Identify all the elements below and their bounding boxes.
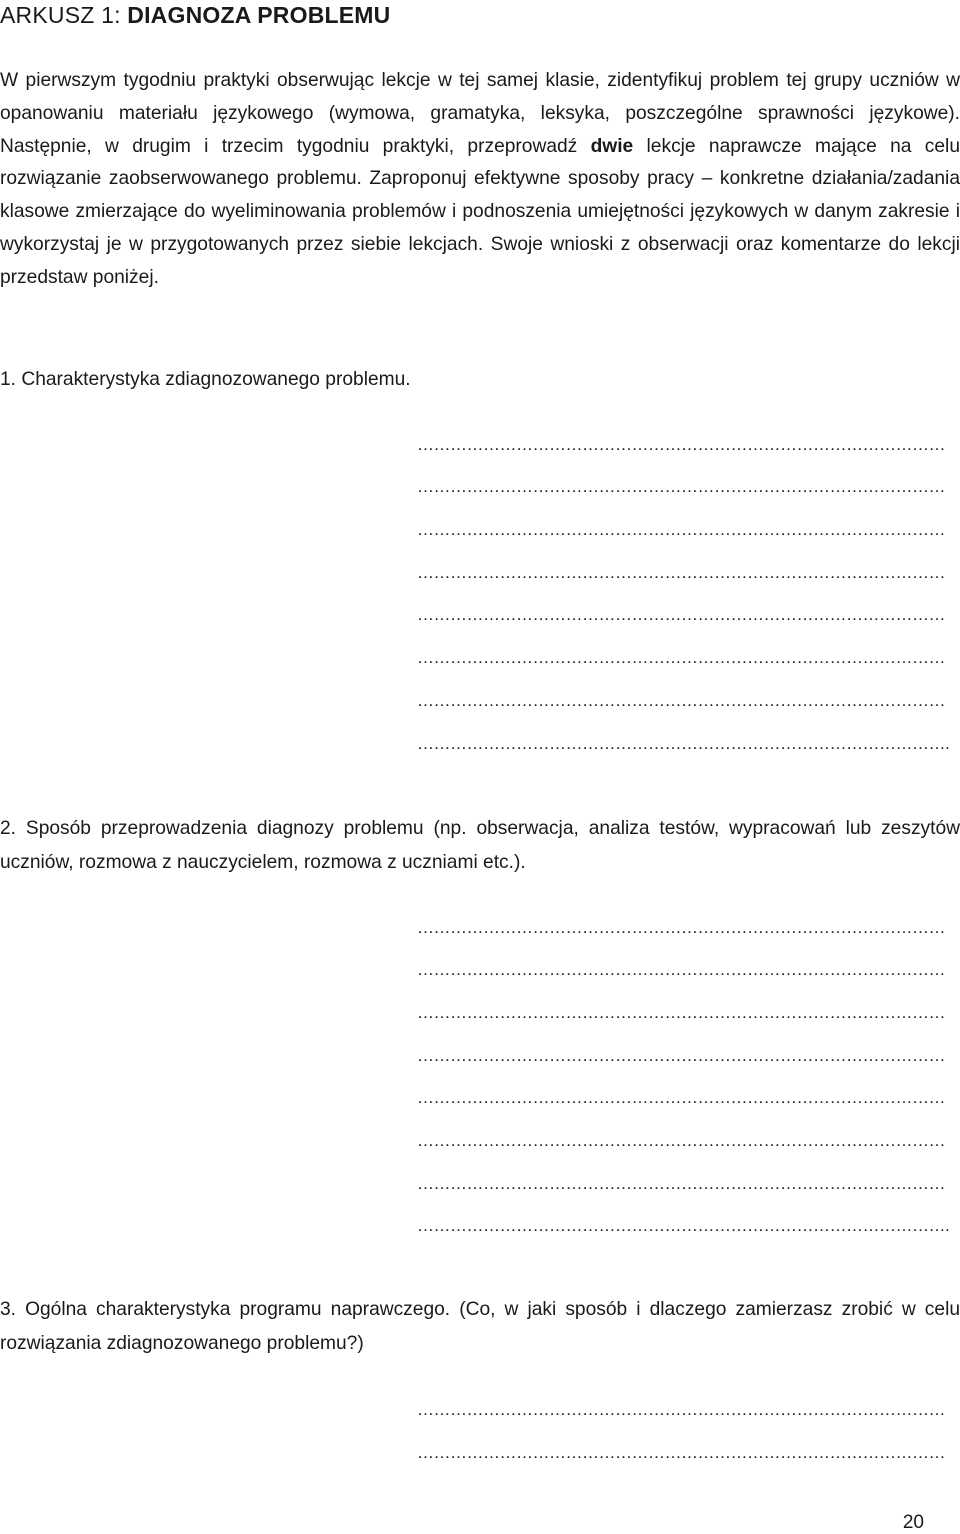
- title-bold: DIAGNOZA PROBLEMU: [127, 2, 391, 28]
- answer-line[interactable]: ……………………………………………………………………………………: [417, 435, 945, 454]
- intro-text-2: lekcje naprawcze mające na celu rozwiązanie zaobserwowanego problemu. Zaproponuj efektywne sposoby pracy – konkretne działania/zadania klasowe zmierzające do wyeliminowania problemów i podnoszenia umiejętności językowych w danym zakresie i wykorzystaj je w przygotowanych przez siebie lekcjach. Swoje wnioski z obserwacji oraz komentarze do lekcji przedstaw poniżej.: [0, 135, 960, 288]
- answer-line[interactable]: ……………………………………………………………………………………: [417, 1400, 945, 1419]
- title-prefix: ARKUSZ 1:: [0, 2, 128, 28]
- answer-line[interactable]: ……………………………………………………………………………………: [417, 1443, 945, 1462]
- page-title: [0, 2, 390, 29]
- section-2-heading: 2. Sposób przeprowadzenia diagnozy problemu (np. obserwacja, analiza testów, wypracowań lub zeszytów uczniów, rozmowa z nauczycielem, rozmowa z uczniami etc.).: [0, 818, 960, 873]
- answer-line[interactable]: ……………………………………………………………………………………: [417, 605, 945, 624]
- section-3-heading: 3. Ogólna charakterystyka programu naprawczego. (Co, w jaki sposób i dlaczego zamierzasz zrobić w celu rozwiązania zdiagnozowanego problemu?): [0, 1299, 960, 1354]
- answer-line[interactable]: ……………………………………………………………………………………: [417, 1003, 945, 1022]
- answer-line[interactable]: ……………………………………………………………………………………: [417, 648, 945, 667]
- answer-line[interactable]: ……………………………………………………………………………………: [417, 918, 945, 937]
- section-1-heading: 1. Charakterystyka zdiagnozowanego problemu.: [0, 369, 411, 390]
- answer-line[interactable]: ……………………………………………………………………………………: [417, 1174, 945, 1193]
- answer-line[interactable]: …………………………………………………………………………………….: [417, 1216, 950, 1235]
- answer-line[interactable]: …………………………………………………………………………………….: [417, 734, 950, 753]
- answer-line[interactable]: ……………………………………………………………………………………: [417, 1088, 945, 1107]
- intro-text-1: W pierwszym tygodniu praktyki obserwując lekcje w tej samej klasie, zidentyfikuj problem tej grupy uczniów w opanowaniu materiału językowego (wymowa, gramatyka, leksyka, poszczególne sprawności językowe). Następnie, w drugim i trzecim tygodniu praktyki, przeprowadź: [0, 70, 960, 157]
- answer-line[interactable]: ……………………………………………………………………………………: [417, 563, 945, 582]
- intro-paragraph: [0, 65, 960, 295]
- answer-line[interactable]: ……………………………………………………………………………………: [417, 691, 945, 710]
- answer-line[interactable]: ……………………………………………………………………………………: [417, 1131, 945, 1150]
- answer-line[interactable]: ……………………………………………………………………………………: [417, 1046, 945, 1065]
- intro-bold: dwie: [590, 135, 634, 157]
- answer-line[interactable]: ……………………………………………………………………………………: [417, 477, 945, 496]
- page-number: 20: [902, 1512, 924, 1533]
- answer-line[interactable]: ……………………………………………………………………………………: [417, 960, 945, 979]
- answer-line[interactable]: ……………………………………………………………………………………: [417, 520, 945, 539]
